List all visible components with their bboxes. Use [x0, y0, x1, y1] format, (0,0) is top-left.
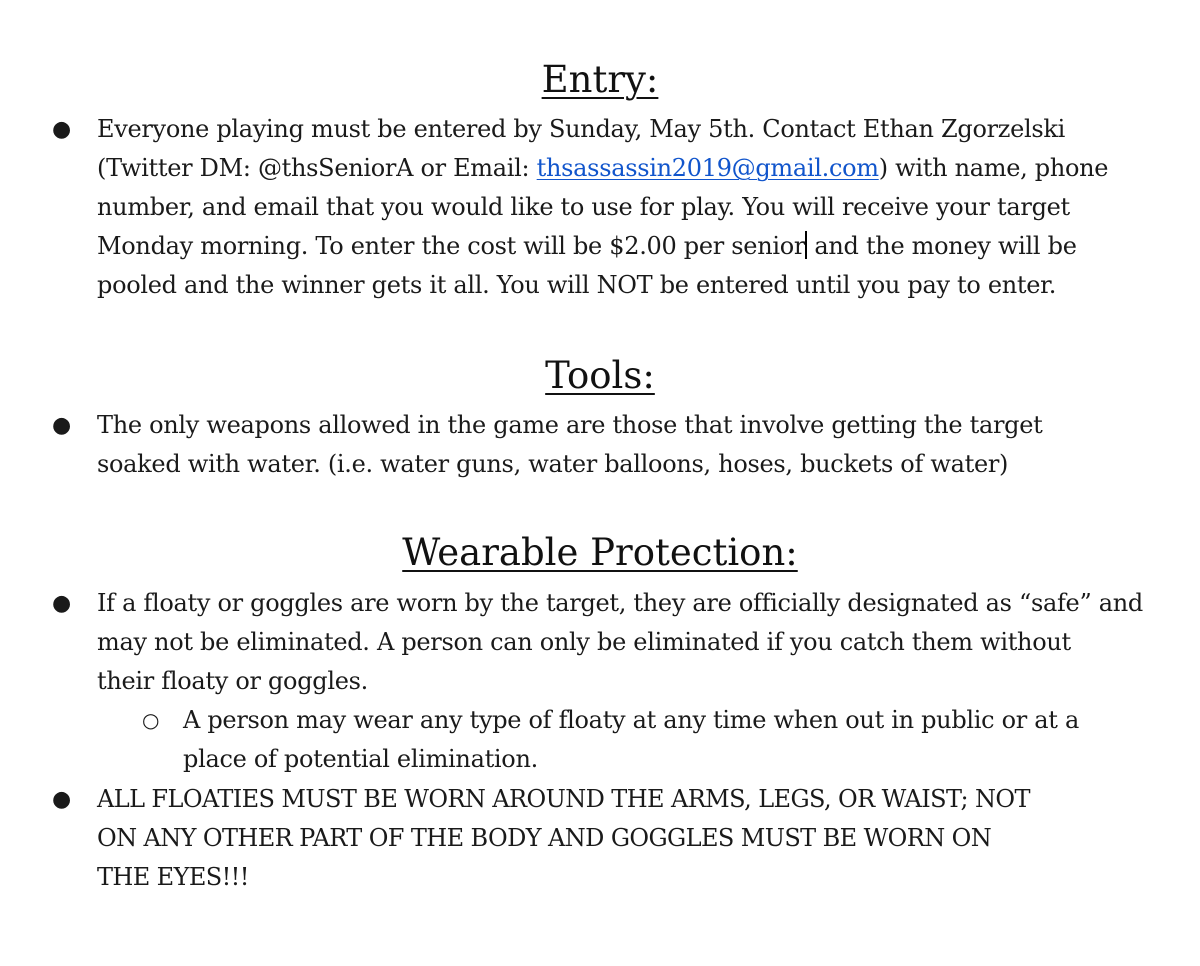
hollow-bullet-icon: ○: [142, 708, 160, 732]
text-line: ALL FLOATIES MUST BE WORN AROUND THE ARMS, LEGS, OR WAIST; NOT: [97, 785, 1030, 813]
bullet-icon: ●: [52, 591, 72, 616]
text-line: may not be eliminated. A person can only be eliminated if you catch them without: [97, 628, 1071, 656]
text-fragment: (Twitter DM: @thsSeniorA or Email:: [97, 154, 537, 182]
text-line: place of potential elimination.: [183, 745, 538, 773]
text-line: ON ANY OTHER PART OF THE BODY AND GOGGLES MUST BE WORN ON: [97, 824, 992, 852]
bullet-text: [97, 584, 1157, 701]
text-line: The only weapons allowed in the game are those that involve getting the target: [97, 411, 1043, 439]
text-fragment: and the money will be: [807, 232, 1077, 260]
text-line: THE EYES!!!: [97, 863, 249, 891]
section-heading-tools: Tools:: [545, 354, 655, 397]
text-line: number, and email that you would like to use for play. You will receive your target: [97, 193, 1070, 221]
bullet-text: [97, 110, 1157, 305]
text-line: A person may wear any type of floaty at any time when out in public or at a: [183, 706, 1079, 734]
text-fragment: ) with name, phone: [878, 154, 1109, 182]
text-line: Everyone playing must be entered by Sunday, May 5th. Contact Ethan Zgorzelski: [97, 115, 1066, 143]
text-line: If a floaty or goggles are worn by the target, they are officially designated as “safe” and: [97, 589, 1143, 617]
bullet-icon: ●: [52, 413, 72, 438]
text-line: soaked with water. (i.e. water guns, water balloons, hoses, buckets of water): [97, 450, 1009, 478]
bullet-icon: ●: [52, 787, 72, 812]
text-line: pooled and the winner gets it all. You will NOT be entered until you pay to enter.: [97, 271, 1057, 299]
text-line: [97, 227, 1157, 266]
email-link[interactable]: thsassassin2019@gmail.com: [536, 154, 879, 182]
sub-bullet-text: [183, 701, 1173, 779]
section-heading-wearable-protection: Wearable Protection:: [402, 531, 798, 574]
bullet-text: [97, 780, 1157, 897]
text-line: their floaty or goggles.: [97, 667, 368, 695]
text-line: [97, 149, 1157, 188]
section-heading-entry: Entry:: [541, 58, 659, 101]
text-fragment: Monday morning. To enter the cost will be $2.00 per senior: [97, 232, 806, 260]
bullet-text: [97, 406, 1157, 484]
bullet-icon: ●: [52, 117, 72, 142]
